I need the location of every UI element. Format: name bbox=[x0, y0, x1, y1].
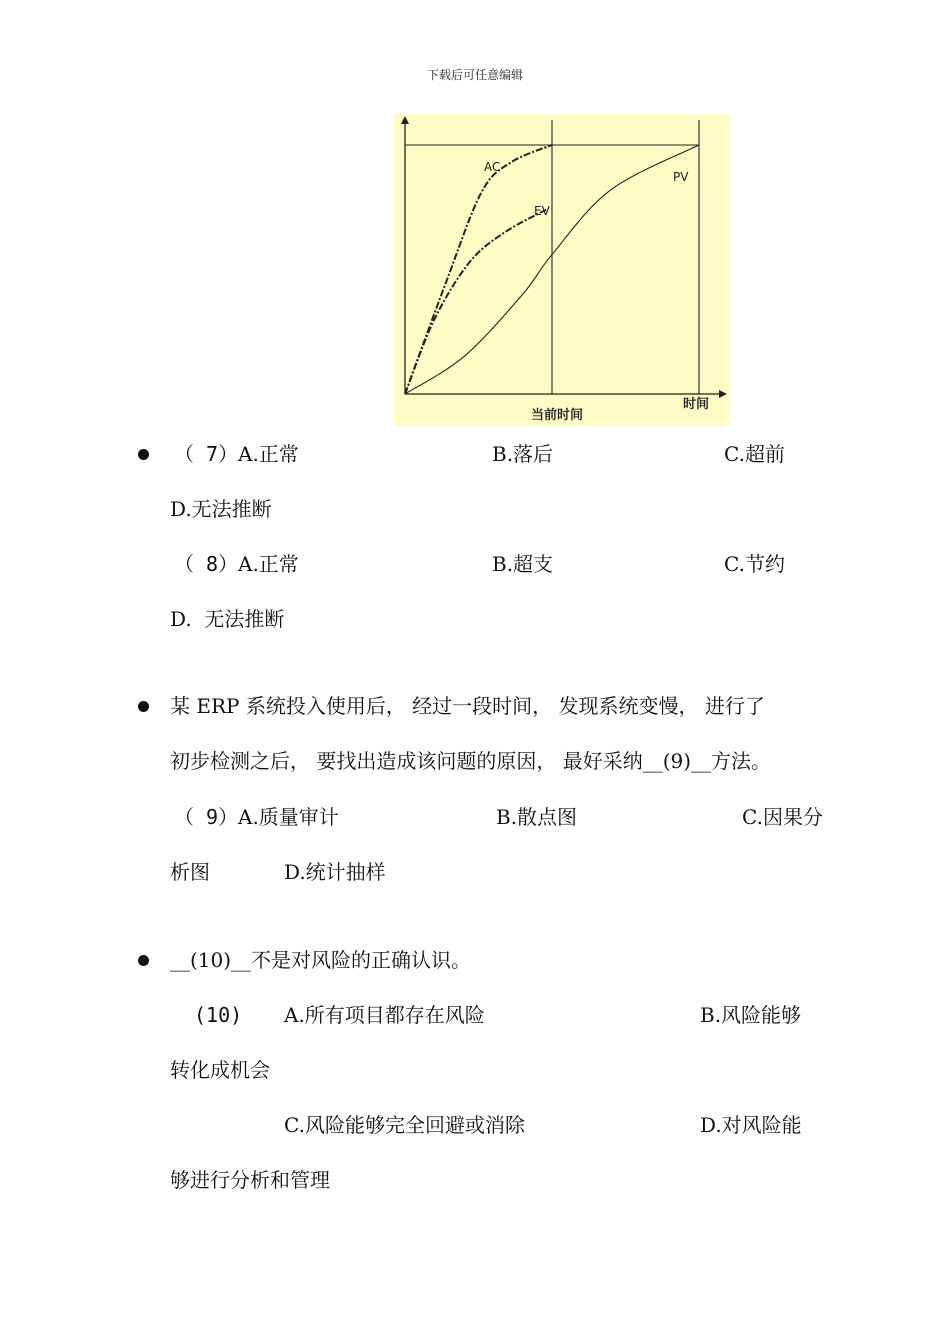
q9-prefix: （ 9） bbox=[174, 805, 239, 829]
q9-option-b: B.散点图 bbox=[496, 805, 578, 829]
series-ac-label: AC bbox=[484, 160, 501, 174]
q8-option-b: B.超支 bbox=[492, 552, 554, 576]
q8-prefix: （ 8） bbox=[174, 552, 239, 576]
q7-option-b: B.落后 bbox=[492, 442, 554, 466]
q7-prefix: （ 7） bbox=[174, 442, 239, 466]
q8-option-c: C.节约 bbox=[724, 552, 785, 576]
q9-option-a: A.质量审计 bbox=[238, 805, 339, 829]
current-time-label: 当前时间 bbox=[531, 408, 584, 423]
q10-prefix: (10) bbox=[194, 1003, 243, 1027]
q9-option-c: C.因果分 bbox=[742, 805, 823, 829]
q8-option-d: D. 无法推断 bbox=[170, 607, 285, 631]
q10-option-a: A.所有项目都存在风险 bbox=[284, 1003, 485, 1027]
q9-stem-line2: 初步检测之后， 要找出造成该问题的原因， 最好采纳__(9)__方法。 bbox=[170, 749, 772, 773]
q9-option-c-continued: 析图 bbox=[170, 860, 210, 884]
x-axis-label: 时间 bbox=[683, 397, 710, 412]
q9-option-d: D.统计抽样 bbox=[284, 860, 386, 884]
q10-option-b: B.风险能够 bbox=[700, 1003, 802, 1027]
q10-option-d: D.对风险能 bbox=[700, 1113, 802, 1137]
q8-option-a: A.正常 bbox=[238, 552, 299, 576]
series-pv-label: PV bbox=[673, 170, 689, 184]
q9-stem-line1: 某 ERP 系统投入使用后， 经过一段时间， 发现系统变慢， 进行了 bbox=[170, 694, 765, 718]
q10-option-c: C.风险能够完全回避或消除 bbox=[284, 1113, 525, 1137]
bullet-q9 bbox=[138, 701, 149, 712]
q10-stem: __(10)__不是对风险的正确认识。 bbox=[170, 948, 472, 972]
chart-svg bbox=[394, 114, 730, 426]
series-ev-label: EV bbox=[534, 204, 550, 218]
page-header-note: 下载后可任意编辑 bbox=[426, 68, 523, 82]
bullet-q7 bbox=[138, 449, 149, 460]
q7-option-c: C.超前 bbox=[724, 442, 785, 466]
q10-option-d-continued: 够进行分析和管理 bbox=[170, 1168, 330, 1192]
q10-option-b-continued: 转化成机会 bbox=[170, 1058, 270, 1082]
q7-option-a: A.正常 bbox=[238, 442, 299, 466]
chart-background bbox=[394, 114, 730, 426]
q7-option-d: D.无法推断 bbox=[170, 497, 272, 521]
earned-value-chart bbox=[394, 114, 730, 426]
bullet-q10 bbox=[138, 955, 149, 966]
